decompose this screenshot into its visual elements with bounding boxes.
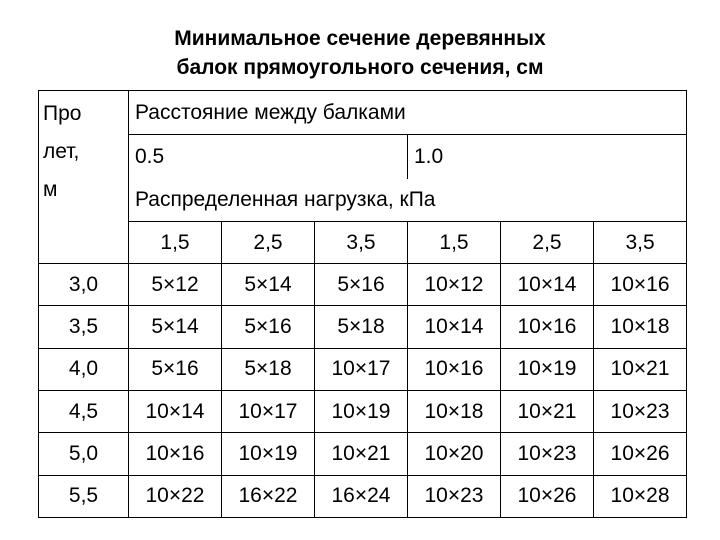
- spacing-value: 0.5: [129, 135, 408, 179]
- span-value: 4,0: [39, 348, 129, 390]
- section-cell: 10×19: [501, 348, 594, 390]
- section-cell: 5×16: [222, 306, 315, 348]
- header-row-load-values: [39, 221, 687, 263]
- section-cell: 10×22: [129, 475, 222, 517]
- span-value: 4,5: [39, 391, 129, 433]
- section-cell: 10×14: [501, 264, 594, 306]
- section-cell: 5×18: [315, 306, 408, 348]
- span-header: [39, 91, 129, 264]
- span-value: 5,5: [39, 475, 129, 517]
- load-value: 1,5: [408, 221, 501, 263]
- section-cell: 10×16: [594, 264, 687, 306]
- section-cell: 5×14: [222, 264, 315, 306]
- header-row-spacing-values: [39, 135, 687, 179]
- section-cell: 10×20: [408, 433, 501, 475]
- section-cell: 10×19: [315, 391, 408, 433]
- load-header: Распределенная нагрузка, кПа: [129, 179, 687, 221]
- span-header-line: м: [43, 178, 58, 201]
- load-value: 3,5: [315, 221, 408, 263]
- section-cell: 10×14: [408, 306, 501, 348]
- section-cell: 10×28: [594, 475, 687, 517]
- section-cell: 10×18: [408, 391, 501, 433]
- title-line-2: балок прямоугольного сечения, см: [176, 56, 544, 79]
- section-cell: 5×12: [129, 264, 222, 306]
- page-title: [0, 24, 720, 82]
- section-cell: 10×23: [408, 475, 501, 517]
- span-header-line: Про: [43, 102, 82, 125]
- section-cell: 10×14: [129, 391, 222, 433]
- table-row: [39, 264, 687, 306]
- section-cell: 10×19: [222, 433, 315, 475]
- load-value: 2,5: [222, 221, 315, 263]
- load-value: 2,5: [501, 221, 594, 263]
- section-cell: 5×16: [315, 264, 408, 306]
- section-cell: 10×17: [222, 391, 315, 433]
- header-row-load: [39, 179, 687, 221]
- load-value: 3,5: [594, 221, 687, 263]
- section-cell: 10×16: [501, 306, 594, 348]
- section-cell: 5×18: [222, 348, 315, 390]
- table-row: [39, 475, 687, 517]
- spacing-header: Расстояние между балками: [129, 91, 687, 135]
- table-row: [39, 433, 687, 475]
- section-cell: 10×21: [501, 391, 594, 433]
- section-cell: 10×23: [594, 391, 687, 433]
- span-value: 3,5: [39, 306, 129, 348]
- section-cell: 10×12: [408, 264, 501, 306]
- section-cell: 10×21: [594, 348, 687, 390]
- section-cell: 10×16: [408, 348, 501, 390]
- beam-section-table: [38, 90, 687, 518]
- section-cell: 10×26: [501, 475, 594, 517]
- section-cell: 10×17: [315, 348, 408, 390]
- header-row-spacing: [39, 91, 687, 135]
- table-row: [39, 306, 687, 348]
- section-cell: 10×23: [501, 433, 594, 475]
- span-value: 5,0: [39, 433, 129, 475]
- span-value: 3,0: [39, 264, 129, 306]
- spacing-value: 1.0: [408, 135, 687, 179]
- section-cell: 10×18: [594, 306, 687, 348]
- section-cell: 16×22: [222, 475, 315, 517]
- section-cell: 10×16: [129, 433, 222, 475]
- section-cell: 10×26: [594, 433, 687, 475]
- section-cell: 5×14: [129, 306, 222, 348]
- span-header-line: лет,: [43, 140, 80, 163]
- table-row: [39, 391, 687, 433]
- table-row: [39, 348, 687, 390]
- section-cell: 10×21: [315, 433, 408, 475]
- section-cell: 16×24: [315, 475, 408, 517]
- load-value: 1,5: [129, 221, 222, 263]
- title-line-1: Минимальное сечение деревянных: [174, 27, 546, 50]
- section-cell: 5×16: [129, 348, 222, 390]
